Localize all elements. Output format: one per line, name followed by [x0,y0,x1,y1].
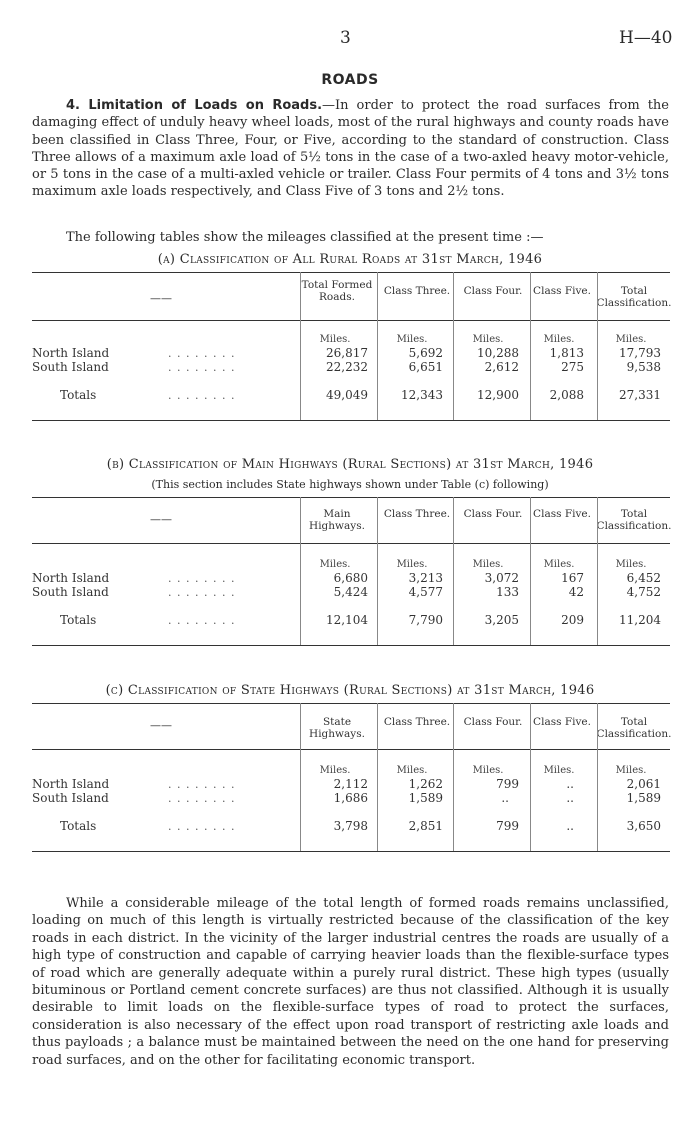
table-cell: 5,424 [333,585,368,599]
leader-dots: . . . . . . . . [168,572,236,585]
table-cell: .. [566,791,574,805]
totals-cell: 27,331 [619,388,661,402]
section-title: ROADS [321,72,379,88]
leader-dots: . . . . . . . . [168,361,236,374]
totals-cell: 12,104 [326,613,368,627]
table-cell: 2,061 [626,777,661,791]
column-header: Class Four. [463,716,523,728]
totals-label: Totals [60,819,97,833]
table-cell: 2,112 [333,777,368,791]
row-label: North Island [32,346,110,360]
table-rule [32,497,670,498]
row-label: North Island [32,777,110,791]
unit-label: Miles. [472,559,504,570]
table-rule [32,703,670,704]
column-header: Total Classification. [596,285,672,309]
table-cell: 4,577 [408,585,443,599]
table-rule [32,320,670,321]
table-cell: 3,213 [408,571,443,585]
totals-cell: 209 [561,613,584,627]
table-cell: 799 [496,777,519,791]
unit-label: Miles. [319,334,351,345]
totals-label: Totals [60,388,97,402]
table-cell: 6,452 [626,571,661,585]
totals-cell: 49,049 [326,388,368,402]
leader-dots: . . . . . . . . [168,586,236,599]
unit-label: Miles. [543,765,575,776]
table-cell: 6,651 [408,360,443,374]
row-label: South Island [32,360,109,374]
unit-label: Miles. [396,765,428,776]
table-rule [32,543,670,544]
table-cell: 26,817 [326,346,368,360]
table-rule [32,749,670,750]
table-cell: 1,589 [626,791,661,805]
table-cell: 22,232 [326,360,368,374]
stub-dash: —— [150,292,172,305]
totals-cell: .. [566,819,574,833]
totals-cell: 12,343 [401,388,443,402]
table-cell: 1,686 [333,791,368,805]
unit-label: Miles. [543,334,575,345]
unit-label: Miles. [472,334,504,345]
stub-dash: —— [150,719,172,732]
row-label: South Island [32,791,109,805]
table-cell: 133 [496,585,519,599]
column-header: Class Five. [533,716,591,728]
table-cell: 6,680 [333,571,368,585]
intro-paragraph-body: —In order to protect the road surfaces from the damaging effect of unduly heavy wheel loads, most of the rural highways and county roads have been classified in Class Three, Four, or Five, according to the standard of construction. Class Three allows of a maximum axle load of 5½ tons in the case of a two-axled heavy motor-vehicle, or 5 tons in the case of a multi-axled vehicle or trailer. Class Four permits of 4 tons and 3½ tons maximum axle loads respectively, and Class Five of 3 tons and 2½ tons. [32,98,670,200]
table-cell: 42 [568,585,584,599]
table-rule [32,272,670,273]
table-cell: 1,813 [549,346,584,360]
column-header: Main Highways. [309,508,365,532]
table-a-caption: (a) Classification of All Rural Roads at 31st March, 1946 [157,252,543,267]
table-c-caption: (c) Classification of State Highways (Rural Sections) at 31st March, 1946 [105,683,595,698]
column-header: Class Five. [533,285,591,297]
unit-label: Miles. [543,559,575,570]
intro-paragraph [32,97,669,201]
unit-label: Miles. [615,334,647,345]
leader-dots: . . . . . . . . [168,778,236,791]
leader-dots: . . . . . . . . [168,820,236,833]
table-b-subcaption: (This section includes State highways shown under Table (c) following) [151,478,549,491]
column-header: Class Three. [383,508,451,520]
unit-label: Miles. [615,559,647,570]
table-c [32,703,670,853]
leader-dots: . . . . . . . . [168,347,236,360]
table-cell: 275 [561,360,584,374]
table-b-caption: (b) Classification of Main Highways (Rural Sections) at 31st March, 1946 [106,457,594,472]
totals-cell: 799 [496,819,519,833]
unit-label: Miles. [472,765,504,776]
unit-label: Miles. [319,765,351,776]
totals-cell: 2,088 [549,388,584,402]
unit-label: Miles. [615,765,647,776]
table-cell: 4,752 [626,585,661,599]
document-reference: H—40 [619,28,673,48]
row-label: South Island [32,585,109,599]
column-header: Class Five. [533,508,591,520]
table-b [32,497,670,647]
column-header: Total Formed Roads. [301,279,373,303]
table-rule [32,645,670,646]
unit-label: Miles. [319,559,351,570]
column-header: Class Four. [463,285,523,297]
column-header: Class Four. [463,508,523,520]
page-number: 3 [340,28,351,48]
leader-dots: . . . . . . . . [168,614,236,627]
table-cell: .. [566,777,574,791]
column-header: Class Three. [383,285,451,297]
table-rule [32,851,670,852]
table-cell: 5,692 [408,346,443,360]
table-cell: 3,072 [484,571,519,585]
closing-paragraph: While a considerable mileage of the total length of formed roads remains unclassified, loading on much of this length is virtually restricted because of the classification of the key roads in each district. In the vicinity of the larger industrial centres the roads are usually of a high type of construction and capable of carrying heavier loads than the flexible-surface types of road which are generally adequate within a purely rural district. These high types (usually bituminous or Portland cement concrete surfaces) are thus not classified. Although it is usually desirable to limit loads on the flexible-surface types of road to protect the surfaces, consideration is also necessary of the effect upon road transport of restricting axle loads and thus payloads ; a balance must be maintained between the need on the one hand for preserving road surfaces, and on the other for facilitating economic transport. [32,896,669,1068]
table-cell: 17,793 [619,346,661,360]
totals-cell: 2,851 [408,819,443,833]
intro-paragraph-lead: 4. Limitation of Loads on Roads. [66,98,323,113]
table-a [32,272,670,422]
table-cell: 1,262 [408,777,443,791]
table-cell: .. [501,791,509,805]
table-cell: 2,612 [484,360,519,374]
totals-label: Totals [60,613,97,627]
tables-intro: The following tables show the mileages classified at the present time :— [66,230,544,245]
leader-dots: . . . . . . . . [168,792,236,805]
totals-cell: 3,798 [333,819,368,833]
totals-cell: 12,900 [477,388,519,402]
totals-cell: 3,650 [626,819,661,833]
totals-cell: 7,790 [408,613,443,627]
totals-cell: 11,204 [619,613,661,627]
column-header: Total Classification. [596,508,672,532]
unit-label: Miles. [396,559,428,570]
column-header: State Highways. [309,716,365,740]
table-cell: 9,538 [626,360,661,374]
leader-dots: . . . . . . . . [168,389,236,402]
row-label: North Island [32,571,110,585]
column-header: Total Classification. [596,716,672,740]
table-cell: 1,589 [408,791,443,805]
unit-label: Miles. [396,334,428,345]
column-header: Class Three. [383,716,451,728]
table-cell: 10,288 [477,346,519,360]
table-rule [32,420,670,421]
totals-cell: 3,205 [484,613,519,627]
table-cell: 167 [561,571,584,585]
stub-dash: —— [150,513,172,526]
